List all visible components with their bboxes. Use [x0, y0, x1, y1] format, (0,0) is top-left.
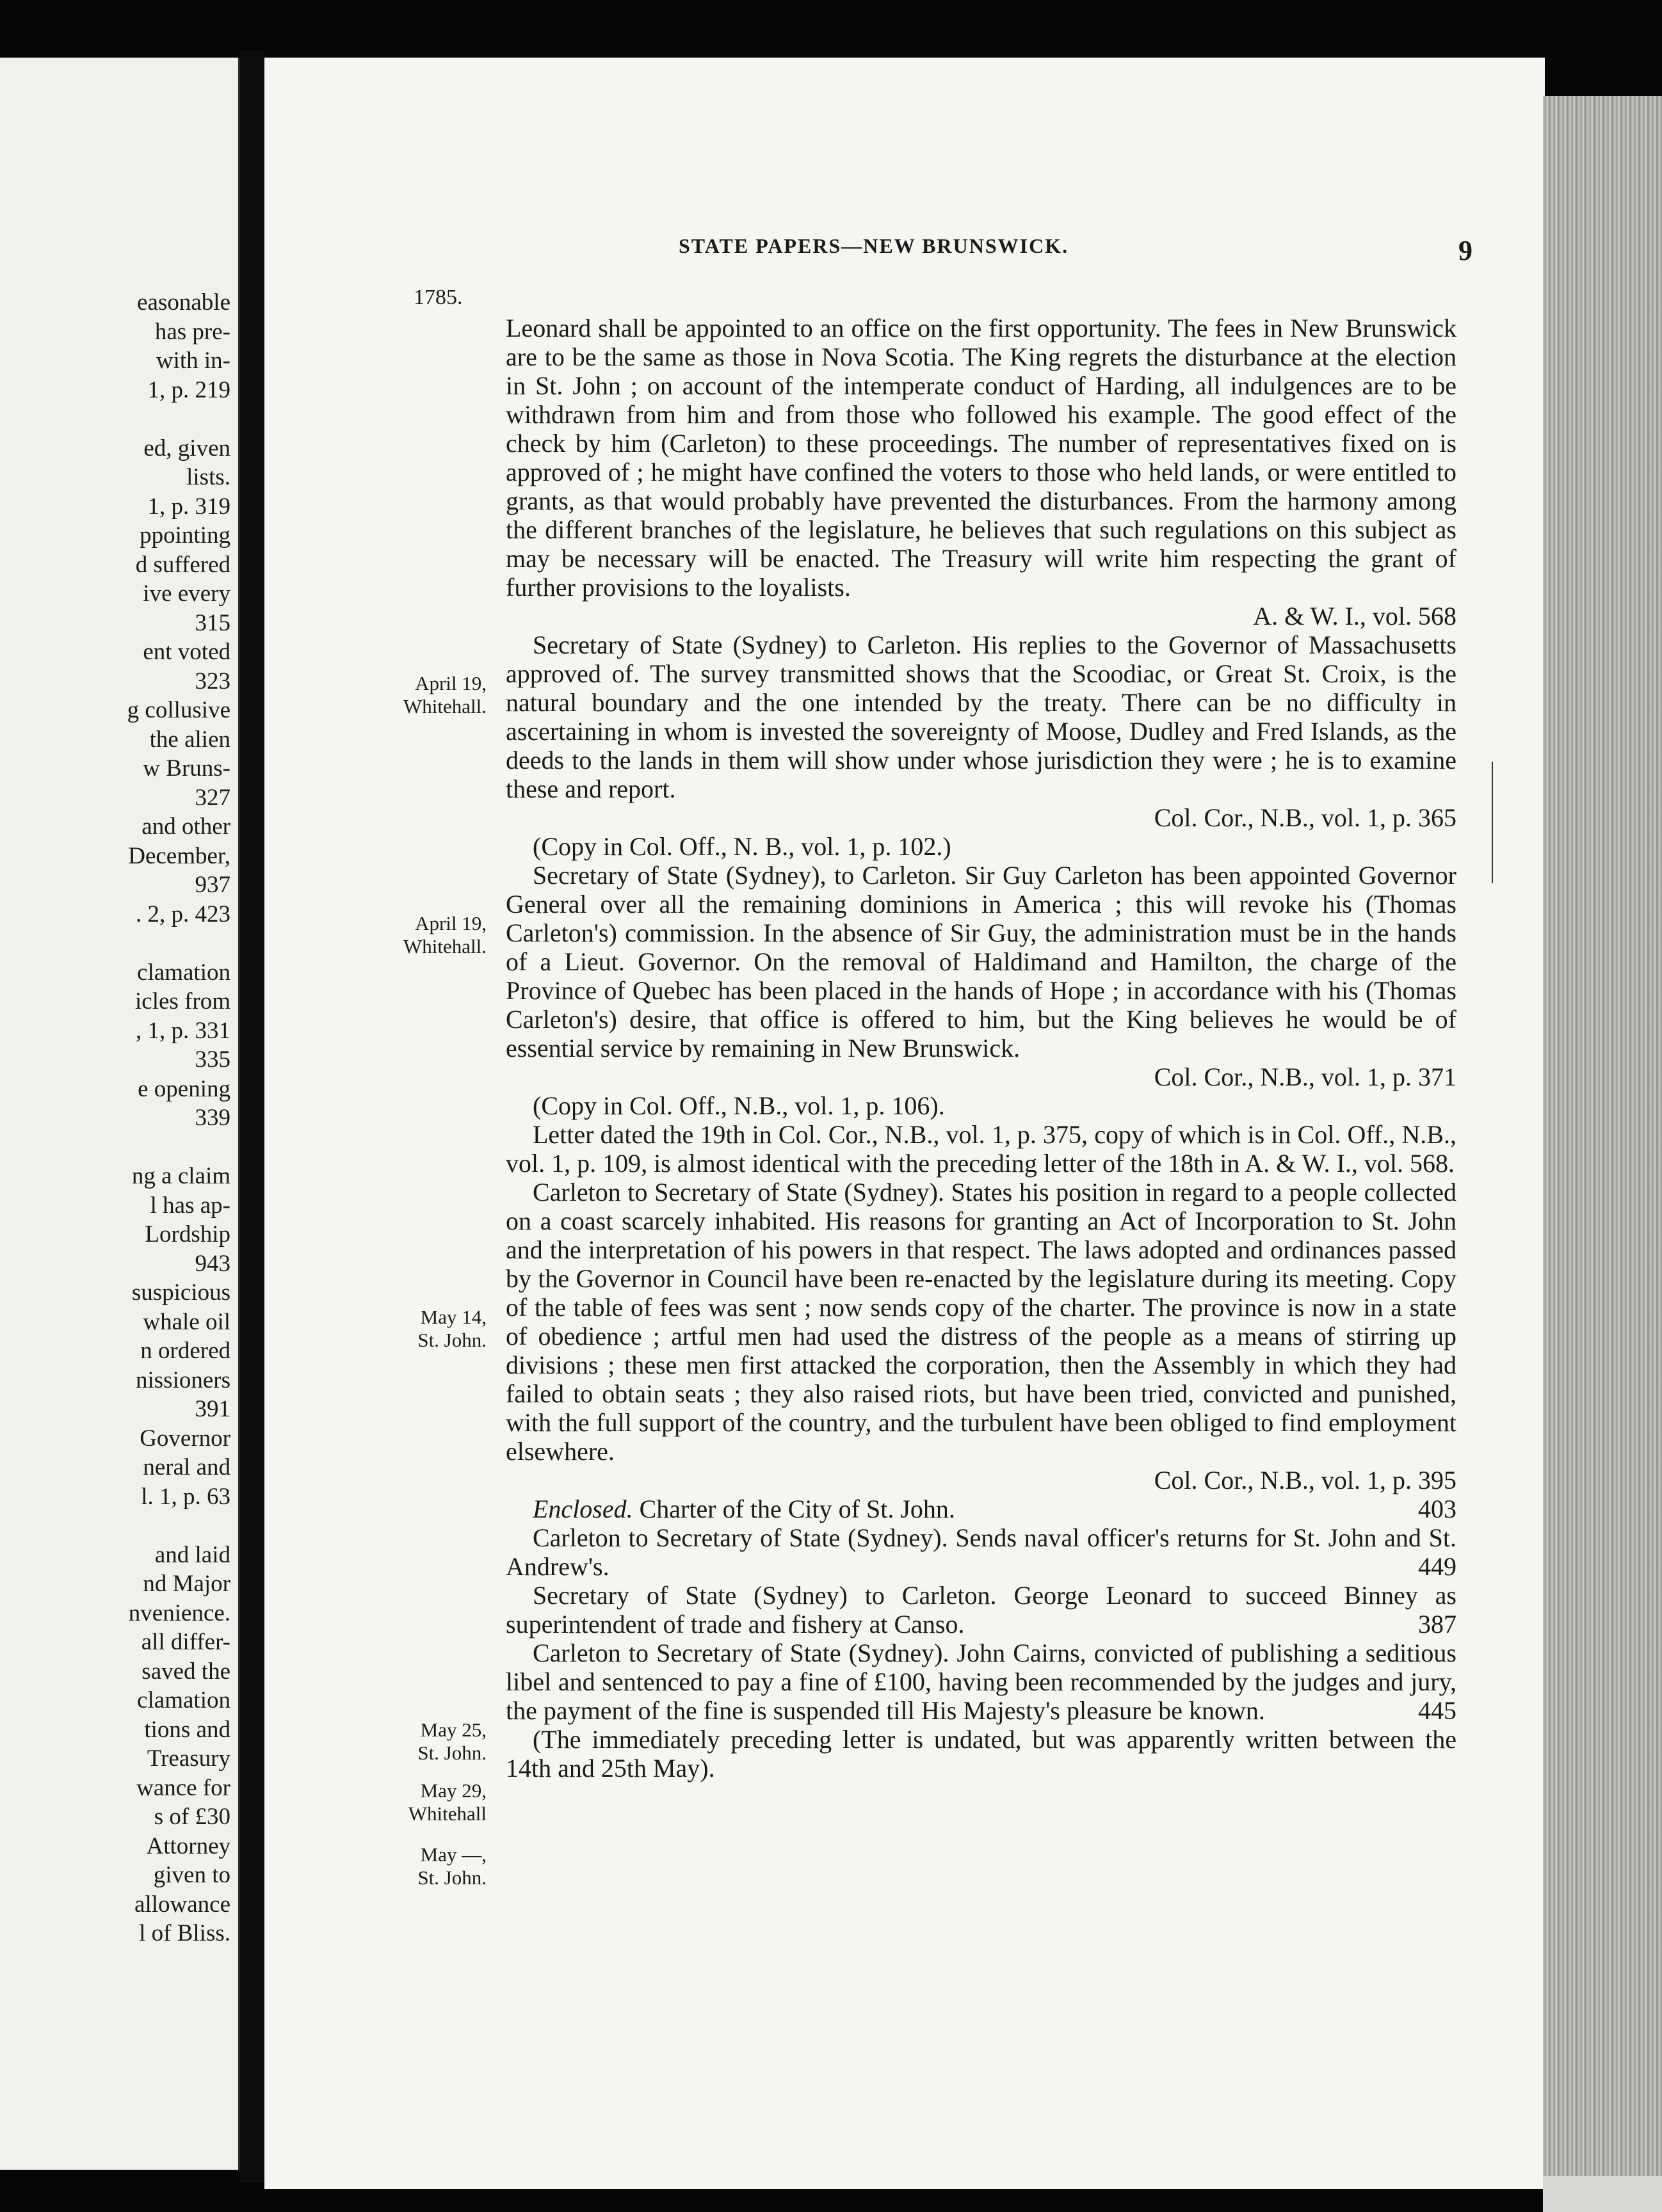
left-page-line: Lordship [145, 1221, 230, 1247]
left-page-line: ed, given [143, 435, 230, 461]
left-page-line: December, [128, 842, 230, 869]
left-page-line: Attorney [146, 1832, 230, 1859]
enclosure-text: Charter of the City of St. John. [639, 1495, 955, 1523]
entry-paragraph: Carleton to Secretary of State (Sydney). Sends naval officer's returns for St. John and St. Andrew's. 449 [506, 1523, 1456, 1581]
left-page-line: 937 [195, 872, 230, 898]
document-body [506, 314, 1456, 1783]
left-page-line: clamation [137, 959, 230, 986]
entry-paragraph: Carleton to Secretary of State (Sydney). States his position in regard to a people collected on a coast scarcely inhabited. His reasons for granting an Act of Incorporation to St. John and the interpretation of his powers in that respect. The laws adopted and ordinances passed by the Governor in Council have been re-enacted by the legislature during its meeting. Copy of the table of fees was sent ; now sends copy of the charter. The province is now in a state of obedience ; artful men had used the distress of the people as a means of stirring up divisions ; these men first attacked the corporation, then the Assembly in which they had failed to obtain seats ; they also raised riots, but have been tried, convicted and punished, with the full support of the country, and the turbulent have been obliged to find employment elsewhere. [506, 1178, 1456, 1466]
left-page-line: 391 [195, 1396, 230, 1422]
left-page-line: 315 [195, 609, 230, 636]
page-edges-lower [1543, 2176, 1662, 2212]
enclosure-line [506, 1495, 1456, 1523]
page-number: 9 [1458, 235, 1472, 266]
left-page-line: n ordered [140, 1338, 230, 1364]
entry-paragraph: Secretary of State (Sydney) to Carleton. His replies to the Governor of Massachusetts approved of. The survey transmitted shows that the Scoodiac, or Great St. Croix, is the natural boundary and the one intended by the treaty. There can be no difficulty in ascertaining in whom is invested the sovereignty of Moose, Dudley and Fred Islands, as the deeds to the lands in them will show under whose jurisdiction they were ; he is to examine these and report. [506, 630, 1456, 803]
left-page-line: l of Bliss. [139, 1920, 230, 1946]
left-page-line: nissioners [136, 1366, 230, 1393]
margin-date: April 19, Whitehall. [403, 912, 487, 958]
left-page-line: neral and [143, 1454, 230, 1480]
entry-paragraph: Secretary of State (Sydney), to Carleton. Sir Guy Carleton has been appointed Governor General over all the remaining dominions in America ; this will revoke his (Thomas Carleton's) commission. In the absence of Sir Guy, the administration must be in the hands of a Lieut. Governor. On the removal of Haldimand and Hamilton, the charge of the Province of Quebec has been placed in the hands of Hope ; in accordance with his (Thomas Carleton's) desire, that office is offered to him, but the King believes he would be of essential service by remaining in New Brunswick. [506, 861, 1456, 1062]
left-page-line: whale oil [143, 1308, 230, 1335]
left-page-line: w Bruns- [143, 755, 230, 781]
left-page-line: lists. [186, 464, 230, 490]
entry-note: (The immediately preceding letter is undated, but was apparently written between the 14th and 25th May). [506, 1725, 1456, 1783]
page-ref: 387 [1418, 1610, 1456, 1639]
left-page-line: all differ- [141, 1629, 230, 1655]
left-page-line: ive every [143, 581, 230, 607]
left-page-line: 335 [195, 1046, 230, 1073]
left-page-line: 327 [195, 784, 230, 811]
enclosed-label: Enclosed. [533, 1495, 633, 1523]
entry-note: Letter dated the 19th in Col. Cor., N.B., vol. 1, p. 375, copy of which is in Col. Off., N.B., vol. 1, p. 109, is almost identical with the preceding letter of the 18th in A. & W. I., vol. 568. [506, 1120, 1456, 1178]
book-gutter [240, 51, 264, 2183]
left-page-line: the alien [149, 726, 230, 753]
left-page-line: and laid [154, 1541, 230, 1568]
left-page-line: 339 [195, 1105, 230, 1131]
left-page-line: 1, p. 219 [147, 376, 230, 403]
year-label: 1785. [414, 285, 463, 309]
page-ref: 403 [1418, 1495, 1456, 1523]
left-page-line: clamation [137, 1687, 230, 1713]
left-page-line: with in- [156, 348, 230, 374]
copy-note: (Copy in Col. Off., N.B., vol. 1, p. 106). [533, 1091, 945, 1120]
left-page-line: 323 [195, 668, 230, 694]
left-page-line: icles from [135, 988, 230, 1014]
left-page-line: saved the [141, 1658, 230, 1685]
page-edges [1543, 96, 1662, 2212]
left-page-line: wance for [136, 1774, 230, 1801]
margin-date: May —, St. John. [417, 1843, 487, 1889]
left-page-line: 943 [195, 1250, 230, 1277]
left-page-line: suspicious [131, 1279, 230, 1306]
left-page-line: ent voted [143, 639, 230, 665]
margin-date: April 19, Whitehall. [403, 672, 487, 717]
left-page-line: ng a claim [131, 1163, 230, 1189]
margin-rule [1492, 762, 1493, 883]
left-page-line: 1, p. 319 [147, 493, 230, 520]
margin-date: May 14, St. John. [417, 1306, 487, 1351]
left-page-line: nd Major [143, 1571, 230, 1597]
left-page-line: ppointing [140, 522, 230, 549]
left-page-line: allowance [134, 1891, 230, 1918]
margin-date: May 29, Whitehall [408, 1779, 487, 1825]
left-page-line: l has ap- [150, 1192, 230, 1219]
left-page-line: . 2, p. 423 [136, 901, 230, 927]
left-page-line: Treasury [147, 1745, 230, 1772]
left-page-line: d suffered [135, 551, 230, 578]
entry-paragraph: Secretary of State (Sydney) to Carleton. George Leonard to succeed Binney as superintendent of trade and fishery at Canso. 387 [506, 1581, 1456, 1639]
running-head: STATE PAPERS—NEW BRUNSWICK. [679, 234, 1069, 257]
continuation-paragraph: Leonard shall be appointed to an office on the first opportunity. The fees in New Brunswick are to be the same as those in Nova Scotia. The King regrets the disturbance at the election in St. John ; on account of the intemperate conduct of Harding, all indulgences are to be withdrawn from him and from those who followed his example. The good effect of the check by him (Carleton) to these proceedings. The number of representatives fixed on is approved of ; he might have confined the voters to those who held lands, or were entitled to grants, as that would probably have prevented the disturbances. From the harmony among the different branches of the legislature, he believes that such regulations on this subject as may be necessary will be enacted. The Treasury will write him respecting the grant of further provisions to the loyalists. [506, 314, 1456, 602]
left-page-line: nvenience. [128, 1599, 230, 1626]
page-ref: 445 [1418, 1696, 1456, 1725]
reference: Col. Cor., N.B., vol. 1, p. 365 [1154, 803, 1456, 832]
reference: A. & W. I., vol. 568 [1253, 602, 1456, 630]
left-page-line: s of £30 [154, 1804, 230, 1830]
left-page-fragment [0, 58, 240, 2170]
left-page-line: easonable [137, 289, 230, 316]
left-page-line: tions and [144, 1716, 230, 1743]
page-ref: 449 [1418, 1552, 1456, 1581]
entry-paragraph: Carleton to Secretary of State (Sydney). John Cairns, convicted of publishing a seditious libel and sentenced to pay a fine of £100, having been recommended by the judges and jury, the payment of the fine is suspended till His Majesty's pleasure be known. 445 [506, 1639, 1456, 1725]
reference: Col. Cor., N.B., vol. 1, p. 395 [1154, 1466, 1456, 1495]
left-page-line: given to [153, 1862, 230, 1888]
reference: Col. Cor., N.B., vol. 1, p. 371 [1154, 1062, 1456, 1091]
margin-date: May 25, St. John. [417, 1719, 487, 1764]
left-page-line: g collusive [127, 697, 230, 723]
left-page-line: and other [141, 813, 230, 840]
left-page-line: e opening [138, 1075, 230, 1102]
left-page-line: , 1, p. 331 [136, 1017, 230, 1044]
left-page-line: has pre- [154, 318, 230, 345]
left-page-line: l. 1, p. 63 [141, 1483, 230, 1510]
left-page-line: Governor [140, 1425, 230, 1452]
copy-note: (Copy in Col. Off., N. B., vol. 1, p. 102.) [533, 832, 951, 861]
